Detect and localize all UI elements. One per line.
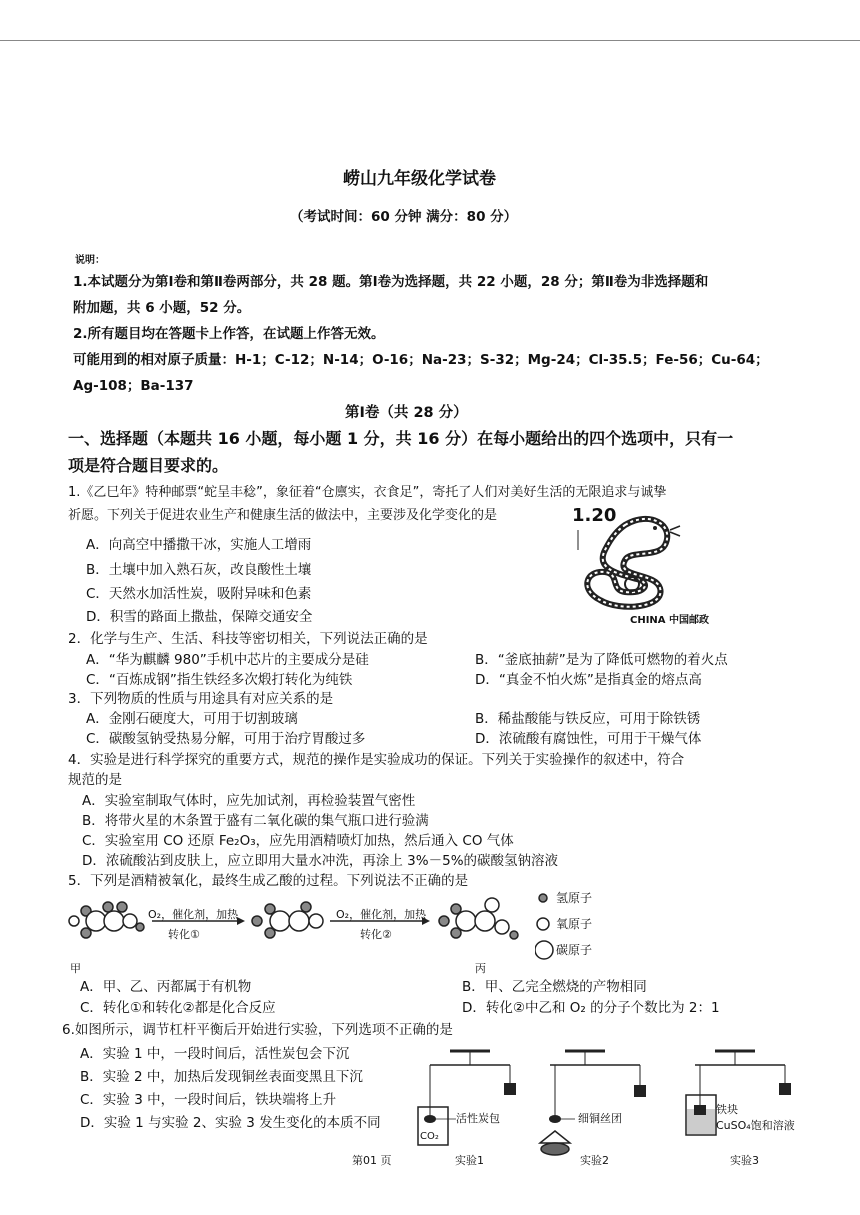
label-co2: CO₂ <box>420 1131 439 1142</box>
q1-stem-line-2: 祈愿。下列关于促进农业生产和健康生活的做法中，主要涉及化学变化的是 <box>68 508 498 523</box>
q2-option-b: B．“釜底抽薪”是为了降低可燃物的着火点 <box>475 652 728 668</box>
molecule-bing-label: 丙 <box>475 962 486 975</box>
q3-option-b: B．稀盐酸能与铁反应，可用于除铁锈 <box>475 711 701 727</box>
molecule-yi <box>252 902 323 938</box>
lever-experiments-diagram <box>410 1045 810 1165</box>
legend-carbon: 碳原子 <box>556 943 593 957</box>
top-border-line <box>0 40 860 41</box>
atom-legend-icons <box>535 888 555 960</box>
oxygen-atom-icon <box>537 918 549 930</box>
q3-option-d: D．浓硫酸有腐蚀性，可用于干燥气体 <box>475 731 702 747</box>
q1-option-b: B．土壤中加入熟石灰，改良酸性土壤 <box>86 562 312 578</box>
q2-option-c: C．“百炼成钢”指生铁经多次煅打转化为纯铁 <box>86 672 353 688</box>
experiment-1-label: 实验1 <box>455 1154 484 1167</box>
q2-option-a: A．“华为麒麟 980”手机中芯片的主要成分是硅 <box>86 652 369 668</box>
q5-option-d: D．转化②中乙和 O₂ 的分子个数比为 2：1 <box>462 1000 720 1016</box>
carbon-atom-icon <box>535 941 553 959</box>
legend-hydrogen: 氢原子 <box>556 891 593 905</box>
instruction-line-2: 附加题，共 6 小题，52 分。 <box>73 300 251 316</box>
part1-heading: 第Ⅰ卷（共 28 分） <box>345 405 468 421</box>
q1-stem-line-1: 1.《乙巳年》特种邮票“蛇呈丰稔”，象征着“仓廪实，衣食足”，寄托了人们对美好生活的无限追求与诚挚 <box>68 485 667 500</box>
snake-stamp-icon <box>570 500 690 630</box>
q4-option-c: C．实验室用 CO 还原 Fe₂O₃，应先用酒精喷灯加热，然后通入 CO 气体 <box>82 833 514 849</box>
exam-title: 崂山九年级化学试卷 <box>343 169 496 189</box>
q5-option-b: B．甲、乙完全燃烧的产物相同 <box>462 979 647 995</box>
q3-stem: 3．下列物质的性质与用途具有对应关系的是 <box>68 691 334 707</box>
q1-option-d: D．积雪的路面上撒盐，保障交通安全 <box>86 609 313 625</box>
q4-stem-line-1: 4．实验是进行科学探究的重要方式，规范的操作是实验成功的保证。下列关于实验操作的叙述中，符合 <box>68 752 685 768</box>
label-copper-wire: 细铜丝团 <box>578 1112 622 1125</box>
q2-option-d: D．“真金不怕火炼”是指真金的熔点高 <box>475 672 702 688</box>
q3-option-a: A．金刚石硬度大，可用于切割玻璃 <box>86 711 298 727</box>
q1-option-a: A．向高空中播撒干冰，实施人工增雨 <box>86 537 312 553</box>
q5-option-c: C．转化①和转化②都是化合反应 <box>80 1000 276 1016</box>
q5-stem: 5．下列是酒精被氧化，最终生成乙酸的过程。下列说法不正确的是 <box>68 873 469 889</box>
molecule-jia-label: 甲 <box>70 962 81 975</box>
q4-stem-line-2: 规范的是 <box>68 772 122 788</box>
arrow2-condition: O₂，催化剂，加热 <box>336 908 427 921</box>
instructions-label: 说明： <box>75 255 105 266</box>
arrow2-label: 转化② <box>360 928 392 941</box>
section-instruction-line-1: 一、选择题（本题共 16 小题，每小题 1 分，共 16 分）在每小题给出的四个选项中，只有一 <box>68 429 734 448</box>
q6-option-d: D．实验 1 与实验 2、实验 3 发生变化的本质不同 <box>80 1115 381 1131</box>
arrow1-label: 转化① <box>168 928 200 941</box>
label-activated-carbon: 活性炭包 <box>456 1112 500 1125</box>
instruction-line-1: 1.本试题分为第Ⅰ卷和第Ⅱ卷两部分，共 28 题。第Ⅰ卷为选择题，共 22 小题，28 分；第Ⅱ卷为非选择题和 <box>73 274 709 290</box>
atomic-mass-line-2: Ag-108；Ba-137 <box>73 378 194 394</box>
molecule-bing <box>439 898 518 939</box>
label-cuso4-solution: CuSO₄饱和溶液 <box>716 1119 795 1132</box>
instruction-line-3: 2.所有题目均在答题卡上作答，在试题上作答无效。 <box>73 326 385 342</box>
page-number: 第01 页 <box>352 1154 392 1167</box>
hydrogen-atom-icon <box>539 894 547 902</box>
q6-option-b: B．实验 2 中，加热后发现铜丝表面变黑且下沉 <box>80 1069 363 1085</box>
molecule-reaction-diagram <box>62 895 532 955</box>
section-instruction-line-2: 项是符合题目要求的。 <box>68 456 229 475</box>
experiment-2-label: 实验2 <box>580 1154 609 1167</box>
experiment-3-label: 实验3 <box>730 1154 759 1167</box>
q3-option-c: C．碳酸氢钠受热易分解，可用于治疗胃酸过多 <box>86 731 366 747</box>
exam-subtitle: （考试时间：60 分钟 满分：80 分） <box>290 209 518 225</box>
molecule-jia <box>69 902 144 938</box>
q4-option-b: B．将带火星的木条置于盛有二氧化碳的集气瓶口进行验满 <box>82 813 429 829</box>
q5-option-a: A．甲、乙、丙都属于有机物 <box>80 979 252 995</box>
legend-oxygen: 氧原子 <box>556 917 593 931</box>
q6-option-a: A．实验 1 中，一段时间后，活性炭包会下沉 <box>80 1046 350 1062</box>
stamp-value: 1.20 <box>572 505 617 526</box>
stamp-country: CHINA 中国邮政 <box>630 615 710 626</box>
label-iron-block: 铁块 <box>716 1103 738 1116</box>
q4-option-d: D．浓硫酸沾到皮肤上，应立即用大量水冲洗，再涂上 3%－5%的碳酸氢钠溶液 <box>82 853 559 869</box>
q1-option-c: C．天然水加活性炭，吸附异味和色素 <box>86 586 312 602</box>
q6-option-c: C．实验 3 中，一段时间后，铁块端将上升 <box>80 1092 337 1108</box>
atomic-mass-line-1: 可能用到的相对原子质量：H-1；C-12；N-14；O-16；Na-23；S-32；Mg-24；Cl-35.5；Fe-56；Cu-64； <box>73 352 769 368</box>
q6-stem: 6.如图所示，调节杠杆平衡后开始进行实验，下列选项不正确的是 <box>62 1022 453 1038</box>
experiment-2 <box>540 1051 646 1155</box>
arrow1-condition: O₂，催化剂，加热 <box>148 908 239 921</box>
q4-option-a: A．实验室制取气体时，应先加试剂，再检验装置气密性 <box>82 793 416 809</box>
q2-stem: 2．化学与生产、生活、科技等密切相关，下列说法正确的是 <box>68 631 428 647</box>
